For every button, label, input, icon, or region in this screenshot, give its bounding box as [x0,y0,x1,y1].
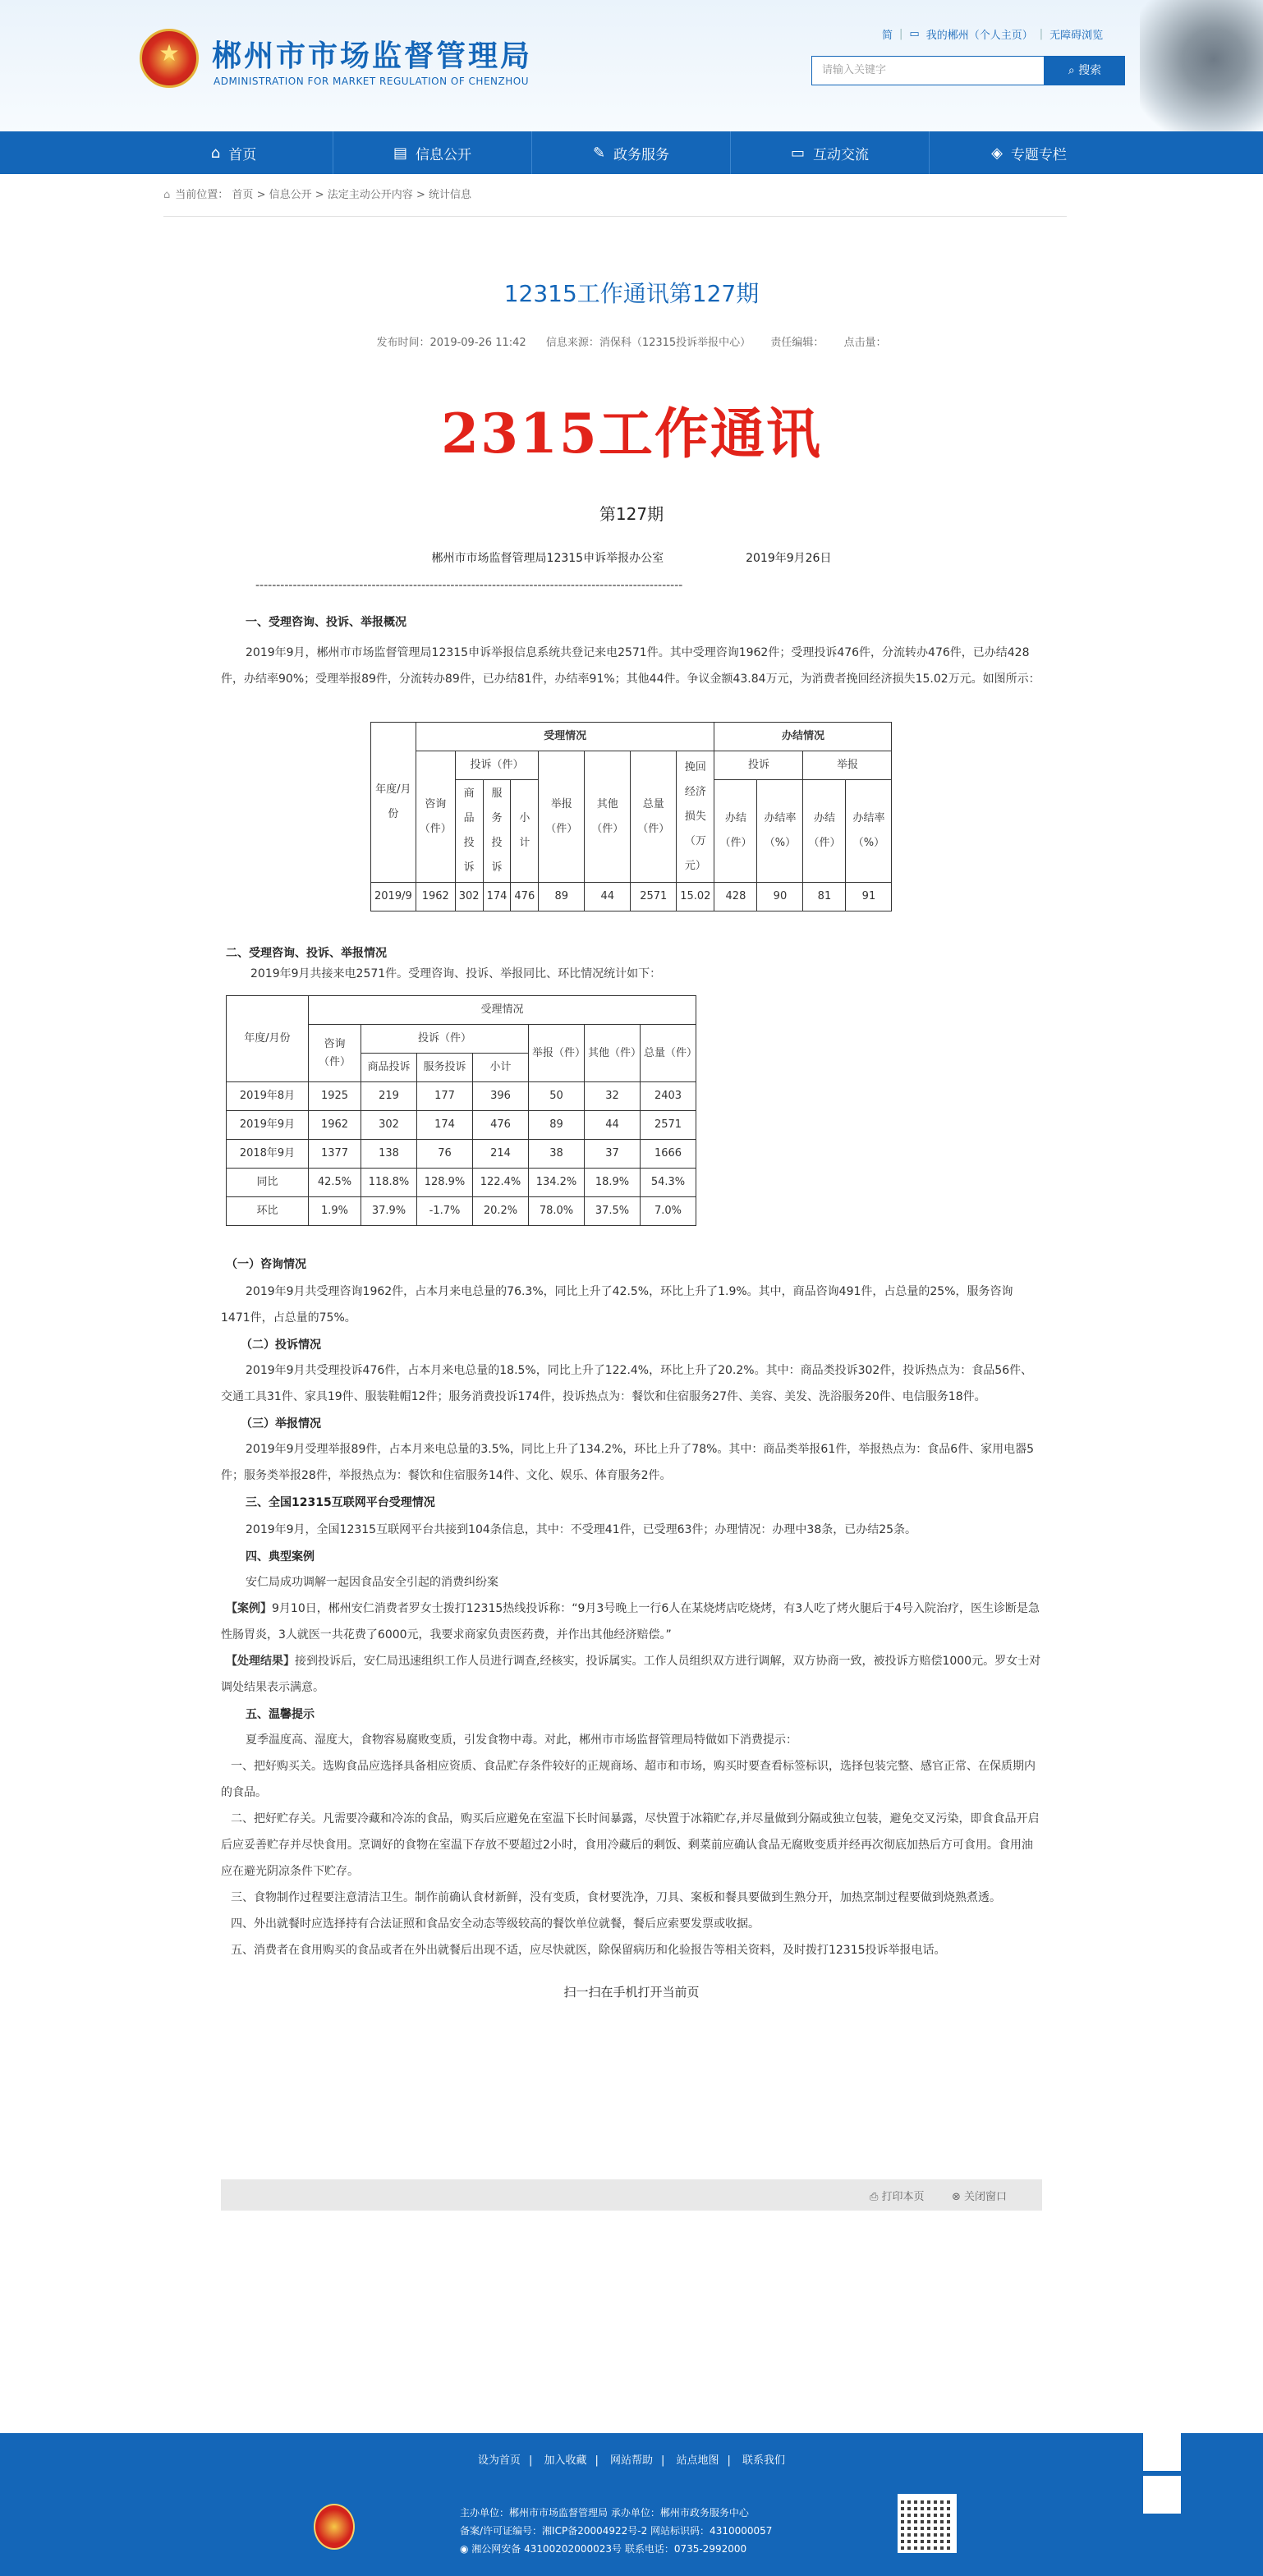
table-cell: 42.5% [309,1169,361,1197]
table-header: 咨询（件） [309,1025,361,1082]
table-cell: 396 [473,1082,529,1111]
table-cell: 122.4% [473,1169,529,1197]
consult-text: 2019年9月共受理咨询1962件，占本月来电总量的76.3%，同比上升了42.5%，环比上升了1.9%。其中，商品咨询491件，占总量的25%，服务咨询1471件，占总量的75%。 [221,1285,1013,1325]
section-3-text: 2019年9月，全国12315互联网平台共接到104条信息，其中：不受理41件，已受理63件；办理情况：办理中38条，已办结25条。 [246,1523,917,1536]
site-header [0,0,1263,131]
search-button[interactable] [1045,56,1125,85]
table-cell: 174 [417,1111,473,1140]
table-header: 小计 [511,780,539,883]
table-cell: 90 [757,883,803,911]
table-cell: -1.7% [417,1197,473,1226]
table-cell: 476 [511,883,539,911]
tip-item: 一、把好购买关。选购食品应选择具备相应资质、食品贮存条件较好的正规商场、超市和市场，购买时要查看标签标识，选择包装完整、感官正常、在保质期内的食品。 [221,1760,1036,1799]
search-button-label: 搜索 [1078,64,1102,77]
footer-info [460,2504,772,2558]
office-name: 郴州市市场监督管理局12315申诉举报办公室 [431,552,664,565]
party-gov-badge-icon[interactable] [314,2504,355,2550]
header-received: 受理情况 [544,730,587,742]
main-nav [0,131,1263,174]
result-label: 【处理结果】 [226,1655,295,1668]
qr-code-icon [898,2494,957,2553]
table-cell: 76 [417,1140,473,1169]
print-button[interactable] [870,2188,925,2203]
divider-dashes: ------------------------------------------------------------------------------------------------------- [255,579,683,592]
close-window-button[interactable] [952,2188,1007,2203]
table-header: 办结率（%） [757,780,803,883]
table-cell: 174 [483,883,511,911]
simplified-link[interactable]: 简 [882,30,893,42]
table-cell: 44 [585,1111,641,1140]
table-header: 总量（件） [631,751,677,883]
national-emblem-icon: ★ [140,29,199,88]
breadcrumb-stats[interactable]: 统计信息 [428,189,471,201]
close-icon: ⊗ [952,2191,965,2203]
case-body: 9月10日，郴州安仁消费者罗女士拨打12315热线投诉称：“9月3号晚上一行6人在某烧烤店吃烧烤，有3人吃了烤火腿后于4号入院治疗，医生诊断是急性肠胃炎，3人就医一共花费了6000元，我要求商家负责医药费，并作出其他经济赔偿。” [221,1602,1040,1642]
table-cell: 50 [529,1082,585,1111]
table-header: 投诉（件） [455,751,538,780]
issue-number: 第127期 [599,504,664,524]
table-header: 受理情况 [309,996,696,1025]
table-cell: 37 [585,1140,641,1169]
table-cell: 476 [473,1111,529,1140]
nav-gov-service[interactable] [532,131,731,174]
article-title: 12315工作通讯第127期 [503,280,760,307]
table-cell: 15.02 [677,883,714,911]
my-chenzhou-link[interactable]: 我的郴州（个人主页） [925,30,1033,42]
table-cell: 214 [473,1140,529,1169]
print-label: 打印本页 [881,2191,925,2203]
table-header: 服务投诉 [417,1054,473,1082]
sitemap-link[interactable]: 站点地图 [676,2454,719,2467]
section-2-text: 2019年9月共接来电2571件。受理咨询、投诉、举报同比、环比情况统计如下： [250,967,662,980]
click-count: 点击量： [843,337,887,349]
document-icon: ▤ [393,144,407,162]
table-cell: 177 [417,1082,473,1111]
nav-special[interactable] [930,131,1128,174]
print-bar [221,2179,1042,2211]
search-icon: ⌕ [1068,64,1079,77]
table-header: 投诉 [714,751,803,780]
table-cell: 37.9% [361,1197,417,1226]
table-header: 办结（件） [714,780,757,883]
monitor-icon: ▭ [909,28,920,40]
qr-scan-text[interactable]: 扫一扫在手机打开当前页 [563,1985,700,2000]
comparison-table [226,995,696,1226]
summary-table [370,722,892,911]
chat-icon: ▭ [790,144,805,162]
search-input[interactable]: 请输入关键字 [811,56,1045,85]
table-cell: 2019年8月 [227,1082,309,1111]
accessibility-link[interactable]: 无障碍浏览 [1049,30,1104,42]
table-header: 咨询（件） [416,751,455,883]
table-cell: 2018年9月 [227,1140,309,1169]
table-header: 投诉（件） [361,1025,529,1054]
table-cell: 环比 [227,1197,309,1226]
table-header: 举报 [803,751,892,780]
result-body: 接到投诉后，安仁局迅速组织工作人员进行调查,经核实，投诉属实。工作人员组织双方进行调解，双方协商一致，被投诉方赔偿1000元。罗女士对调处结果表示满意。 [221,1655,1041,1694]
table-header: 小计 [473,1054,529,1082]
contact-link[interactable]: 联系我们 [742,2454,786,2467]
footer-host: 主办单位：郴州市市场监督管理局 承办单位：郴州市政务服务中心 [460,2507,749,2519]
table-cell: 同比 [227,1169,309,1197]
table-header: 举报（件） [529,1025,585,1082]
tip-item: 二、把好贮存关。凡需要冷藏和冷冻的食品，购买后应避免在室温下长时间暴露，尽快置于冰箱贮存,并尽量做到分隔或独立包装，避免交叉污染，即食食品开启后应妥善贮存并尽快食用。烹调好的食物在室温下存放不要超过2小时，食用冷藏后的剩饭、剩菜前应确认食品无腐败变质并经再次彻底加热后方可食用。食用油应在避光阴凉条件下贮存。 [221,1812,1040,1878]
add-favorite-link[interactable]: 加入收藏 [544,2454,587,2467]
table-cell: 2019/9 [371,883,416,911]
stone-lion-image [1140,0,1263,131]
table-cell: 134.2% [529,1169,585,1197]
table-cell: 81 [803,883,846,911]
table-header: 办结（件） [803,780,846,883]
table-cell: 2019年9月 [227,1111,309,1140]
home-icon: ⌂ [163,189,171,201]
table-header: 商品投诉 [455,780,483,883]
table-cell: 37.5% [585,1197,641,1226]
tip-item: 五、消费者在食用购买的食品或者在外出就餐后出现不适，应尽快就医，除保留病历和化验报告等相关资料，及时拨打12315投诉举报电话。 [231,1944,946,1957]
breadcrumb-info[interactable]: 信息公开 [269,189,312,201]
complaint-title: （二）投诉情况 [241,1339,321,1352]
table-cell: 89 [529,1111,585,1140]
police-badge-icon: ◉ [460,2543,472,2555]
table-header: 年度/月份 [371,723,416,883]
float-side-box[interactable] [1143,2433,1181,2471]
section-3-title: 三、全国12315互联网平台受理情况 [246,1496,435,1509]
case-text [221,1596,1042,1648]
info-source: 信息来源：消保科（12315投诉举报中心） [545,337,751,349]
office-date: 2019年9月26日 [746,552,832,565]
table-cell: 91 [846,883,892,911]
tip-item: 四、外出就餐时应选择持有合法证照和食品安全动态等级较高的餐饮单位就餐，餐后应索要发票或收据。 [231,1917,760,1931]
table-header: 年度/月份 [227,996,309,1082]
footer-links: 设为首页 | 加入收藏 | 网站帮助 | 站点地图 | 联系我们 [477,2454,786,2467]
header-handled: 办结情况 [781,730,824,742]
newsletter-headline: 2315工作通讯 [441,402,822,466]
breadcrumb-legal[interactable]: 法定主动公开内容 [327,189,413,201]
breadcrumb-home[interactable]: 首页 [232,189,254,201]
table-cell: 89 [539,883,585,911]
printer-icon: ⎙ [870,2191,882,2203]
table-row [227,1197,696,1226]
nav-interaction[interactable] [731,131,930,174]
table-cell: 78.0% [529,1197,585,1226]
table-cell: 138 [361,1140,417,1169]
table-cell: 302 [455,883,483,911]
help-link[interactable]: 网站帮助 [609,2454,653,2467]
table-cell: 18.9% [585,1169,641,1197]
publish-date: 发布时间：2019-09-26 11:42 [376,337,526,349]
table-cell: 44 [585,883,631,911]
case-label: 【案例】 [226,1602,272,1615]
nav-label: 专题专栏 [1010,146,1067,163]
footer-icp: 备案/许可证编号：湘ICP备20004922号-2 网站标识码：4310000057 [460,2525,773,2537]
result-text [221,1648,1042,1701]
section-4-title: 四、典型案例 [246,1550,315,1564]
editor: 责任编辑： [770,337,824,349]
set-homepage-link[interactable]: 设为首页 [477,2454,521,2467]
home-icon: ⌂ [210,144,221,162]
site-title[interactable]: 郴州市市场监督管理局 [212,39,533,73]
office-line [221,549,1042,566]
table-cell: 38 [529,1140,585,1169]
article-meta [221,333,1042,349]
section-1-text: 2019年9月，郴州市市场监督管理局12315申诉举报信息系统共登记来电2571件。其中受理咨询1962件；受理投诉476件，分流转办476件，已办结428件，办结率90%；受理举报89件，分流转办89件，已办结81件，办结率91%；其他44件。争议金额43.84万元，为消费者挽回经济损失15.02万元。如图所示： [221,646,1040,686]
table-cell: 2571 [641,1111,696,1140]
complaint-text: 2019年9月共受理投诉476件，占本月来电总量的18.5%，同比上升了122.4%，环比上升了20.2%。其中：商品类投诉302件，投诉热点为：食品56件、交通工具31件、家具19件、服装鞋帽12件；服务消费投诉174件，投诉热点为：餐饮和住宿服务27件、美容、美发、洗浴服务20件、电信服务18件。 [221,1364,1033,1403]
table-row [227,1140,696,1169]
table-cell: 54.3% [641,1169,696,1197]
breadcrumb-prefix: 当前位置： [175,189,229,201]
site-footer [0,2433,1263,2576]
float-side-box[interactable] [1143,2476,1181,2514]
close-label: 关闭窗口 [964,2191,1008,2203]
table-cell: 1377 [309,1140,361,1169]
consult-title: （一）咨询情况 [226,1258,306,1271]
table-cell: 32 [585,1082,641,1111]
case-title: 安仁局成功调解一起因食品安全引起的消费纠纷案 [246,1576,498,1589]
table-row [227,1169,696,1197]
footer-police [460,2540,772,2558]
section-5-title: 五、温馨提示 [246,1708,315,1721]
nav-label: 互动交流 [813,146,869,163]
table-row [227,1111,696,1140]
table-header: 其他（件） [585,751,631,883]
top-links: 简 | ▭ 我的郴州（个人主页） | 无障碍浏览 [882,28,1104,42]
tip-intro: 夏季温度高、湿度大，食物容易腐败变质，引发食物中毒。对此，郴州市市场监督管理局特做如下消费提示： [246,1733,797,1747]
nav-label: 首页 [228,146,257,163]
tip-item: 三、食物制作过程要注意清洁卫生。制作前确认食材新鲜，没有变质，食材要洗净，刀具、案板和餐具要做到生熟分开，加热烹制过程要做到烧熟煮透。 [231,1891,1001,1904]
table-cell: 1666 [641,1140,696,1169]
table-cell: 219 [361,1082,417,1111]
table-header [416,723,714,751]
table-cell: 2571 [631,883,677,911]
nav-home[interactable] [135,131,333,174]
nav-label: 政务服务 [613,146,670,163]
table-row [227,1082,696,1111]
table-cell: 7.0% [641,1197,696,1226]
report-title: （三）举报情况 [241,1417,321,1430]
section-2-title: 二、受理咨询、投诉、举报情况 [226,947,387,960]
section-1-title: 一、受理咨询、投诉、举报概况 [246,616,406,629]
table-row [371,883,892,911]
table-cell: 2403 [641,1082,696,1111]
table-header: 商品投诉 [361,1054,417,1082]
table-cell: 118.8% [361,1169,417,1197]
footer-police-text: 湘公网安备 43100202000023号 联系电话：0735-2992000 [471,2543,747,2555]
table-header [714,723,892,751]
article [221,276,1042,2000]
table-header: 办结率（%） [846,780,892,883]
table-cell: 128.9% [417,1169,473,1197]
table-header: 其他（件） [585,1025,641,1082]
table-cell: 1962 [309,1111,361,1140]
edit-icon: ✎ [592,144,606,162]
site-subtitle: ADMINISTRATION FOR MARKET REGULATION OF CHENZHOU [214,76,529,87]
breadcrumb: ⌂ 当前位置： 首页 > 信息公开 > 法定主动公开内容 > 统计信息 [163,174,1067,217]
table-header: 举报（件） [539,751,585,883]
table-header: 总量（件） [641,1025,696,1082]
table-cell: 20.2% [473,1197,529,1226]
report-text: 2019年9月受理举报89件，占本月来电总量的3.5%，同比上升了134.2%，环比上升了78%。其中：商品类举报61件，举报热点为：食品6件、家用电器5件；服务类举报28件，举报热点为：餐饮和住宿服务14件、文化、娱乐、体育服务2件。 [221,1443,1035,1482]
table-cell: 1925 [309,1082,361,1111]
table-cell: 302 [361,1111,417,1140]
nav-info-public[interactable] [333,131,532,174]
table-header: 服务投诉 [483,780,511,883]
layers-icon: ◈ [991,144,1003,162]
table-cell: 1.9% [309,1197,361,1226]
table-cell: 428 [714,883,757,911]
nav-label: 信息公开 [416,146,471,163]
table-cell: 1962 [416,883,455,911]
table-header: 挽回经济损失（万元） [677,751,714,883]
